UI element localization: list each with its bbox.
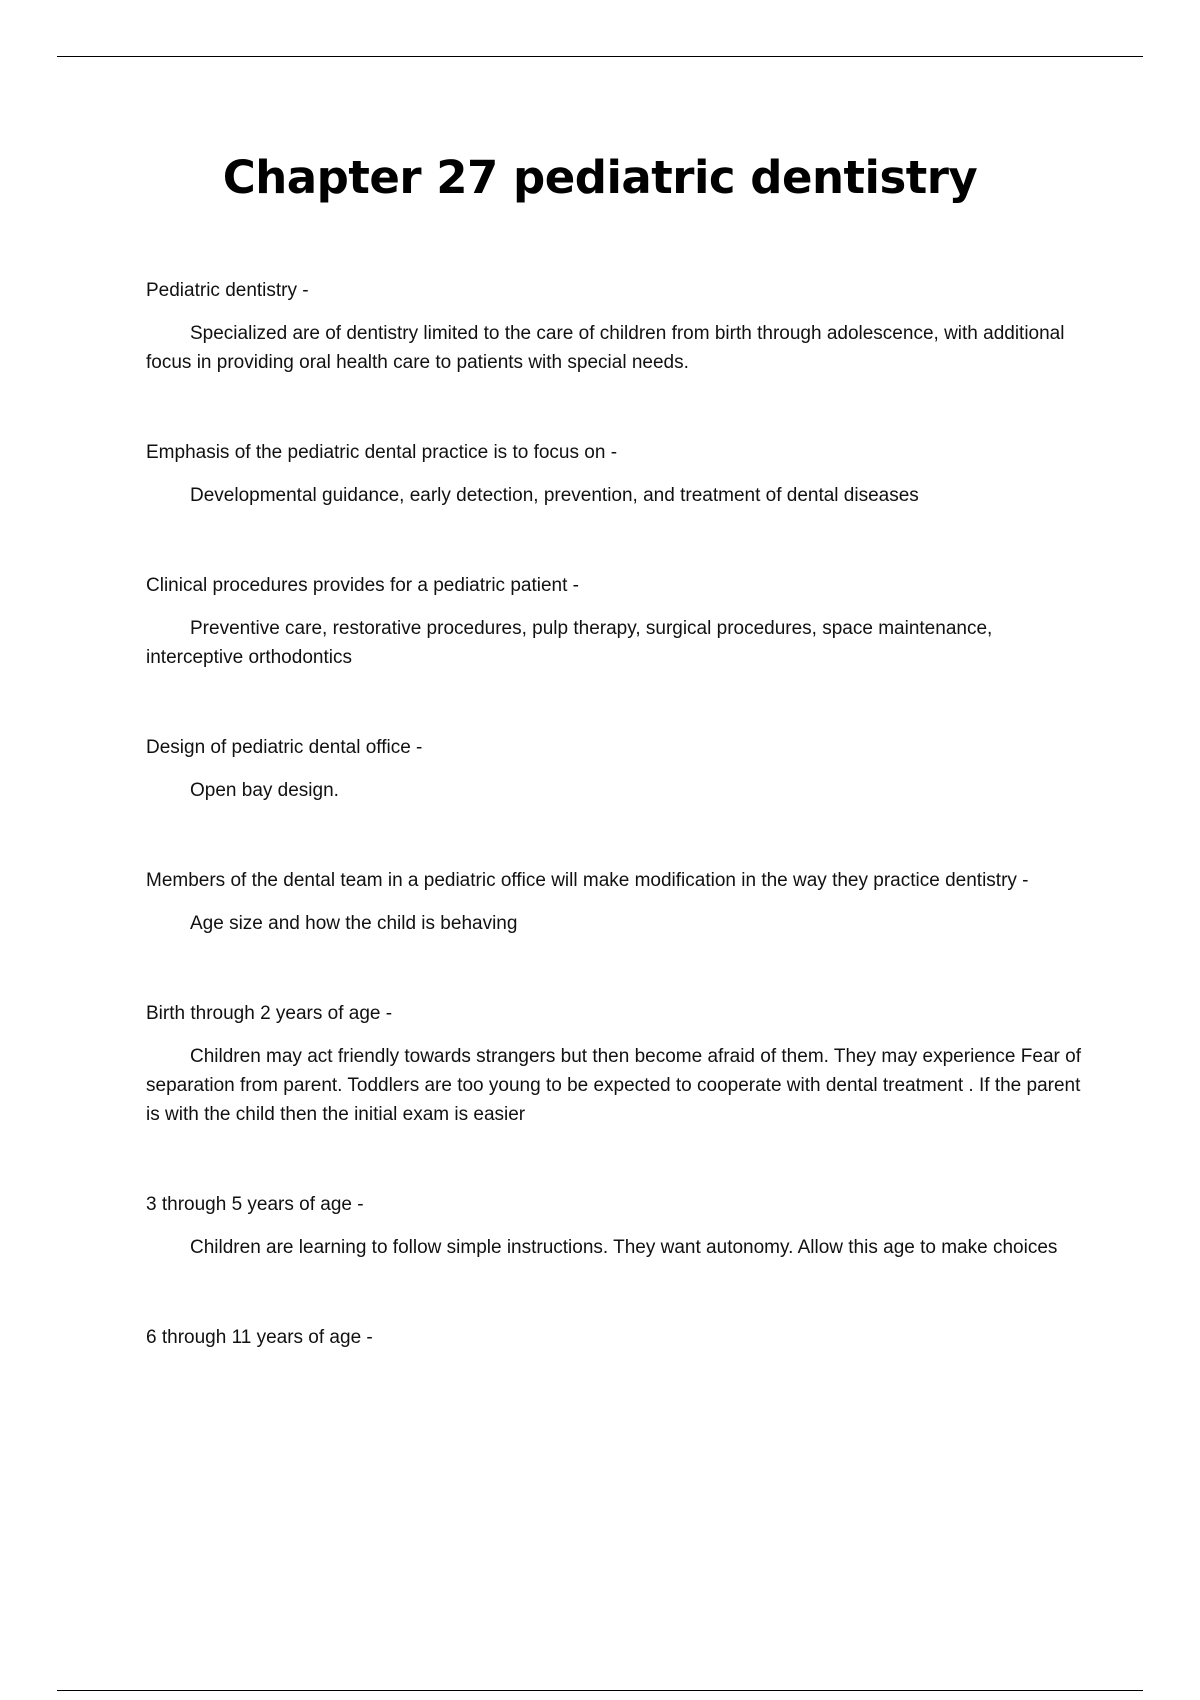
flashcard-entry [146, 1190, 1086, 1262]
flashcard-entry [146, 1323, 1086, 1352]
term: 6 through 11 years of age - [146, 1327, 373, 1348]
bottom-rule [57, 1690, 1143, 1691]
flashcard-entry [146, 733, 1086, 805]
term: Clinical procedures provides for a pediatric patient - [146, 575, 579, 596]
flashcard-entry [146, 438, 1086, 510]
flashcard-entry [146, 571, 1086, 672]
flashcard-entry [146, 276, 1086, 377]
definition: Age size and how the child is behaving [190, 913, 518, 934]
definition: Specialized are of dentistry limited to the care of children from birth through adolescence, with additional focus in providing oral health care to patients with special needs. [146, 323, 1065, 373]
term: 3 through 5 years of age - [146, 1194, 364, 1215]
definition: Open bay design. [190, 780, 339, 801]
flashcard-list [146, 276, 1086, 1413]
page-title: Chapter 27 pediatric dentistry [222, 151, 978, 204]
top-rule [57, 56, 1143, 57]
flashcard-entry [146, 866, 1086, 938]
definition: Developmental guidance, early detection, prevention, and treatment of dental diseases [190, 485, 919, 506]
term: Emphasis of the pediatric dental practice is to focus on - [146, 442, 618, 463]
definition: Preventive care, restorative procedures, pulp therapy, surgical procedures, space maintenance, interceptive orthodontics [146, 618, 993, 668]
term: Members of the dental team in a pediatric office will make modification in the way they practice dentistry - [146, 870, 1029, 891]
definition: Children may act friendly towards strangers but then become afraid of them. They may experience Fear of separation from parent. Toddlers are too young to be expected to cooperate with dental treatment . If the parent is with the child then the initial exam is easier [146, 1046, 1081, 1125]
definition: Children are learning to follow simple instructions. They want autonomy. Allow this age to make choices [190, 1237, 1058, 1258]
flashcard-entry [146, 999, 1086, 1129]
term: Birth through 2 years of age - [146, 1003, 393, 1024]
term: Pediatric dentistry - [146, 280, 309, 301]
term: Design of pediatric dental office - [146, 737, 423, 758]
